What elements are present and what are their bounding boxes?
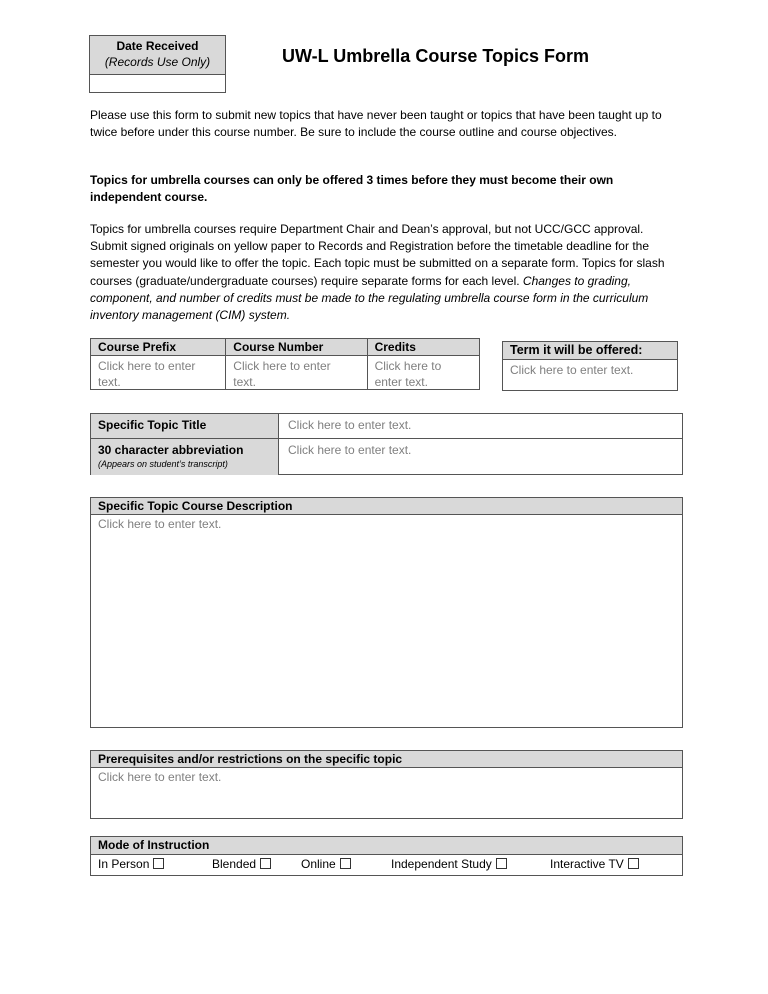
- date-received-title: Date Received: [116, 39, 199, 53]
- mode-option-label: In Person: [98, 857, 150, 871]
- instructions-italic-text: Changes to grading, component, and number of credits must be made to the regulating umbrella course form in the curriculum inventory management (CIM) system.: [90, 273, 649, 323]
- checkbox-icon[interactable]: [340, 858, 351, 869]
- abbreviation-field[interactable]: Click here to enter text.: [288, 443, 412, 457]
- mode-option-label: Interactive TV: [550, 857, 624, 871]
- intro-paragraph: Please use this form to submit new topics that have never been taught or topics that have been taught up to twice before under this course number. Be sure to include the course outline and course objectives.: [90, 108, 662, 140]
- credits-label: Credits: [368, 339, 479, 356]
- mode-option-interactive-tv[interactable]: [550, 856, 639, 872]
- mode-option-independent-study[interactable]: [391, 856, 507, 872]
- instructions-text: Topics for umbrella courses require Department Chair and Dean’s approval, but not UCC/GCC approval. Submit signed originals on yellow paper to Records and Registration before the timetable deadline for the semester you would like to offer the topic. Each topic must be submitted on a separate form. Topics for slash courses (graduate/undergraduate courses) require separate forms for each level.: [90, 222, 665, 288]
- topic-title-table: [90, 413, 683, 475]
- course-description-section: [90, 497, 683, 728]
- mode-option-in-person[interactable]: [98, 856, 164, 872]
- course-prefix-field[interactable]: Click here to enter text.: [98, 359, 196, 389]
- abbreviation-note: (Appears on student’s transcript): [98, 459, 228, 469]
- prerequisites-field[interactable]: Click here to enter text.: [98, 770, 222, 784]
- mode-option-label: Blended: [212, 857, 257, 871]
- credits-field[interactable]: Click here to enter text.: [374, 359, 442, 389]
- date-received-header: [90, 36, 225, 75]
- course-description-field[interactable]: Click here to enter text.: [98, 517, 222, 531]
- course-number-column: [226, 339, 367, 389]
- topic-title-row: [91, 414, 682, 439]
- mode-option-label: Online: [301, 857, 336, 871]
- topic-title-label: Specific Topic Title: [91, 414, 279, 438]
- warning-paragraph: Topics for umbrella courses can only be offered 3 times before they must become their own independent course.: [90, 173, 614, 205]
- checkbox-icon[interactable]: [628, 858, 639, 869]
- prerequisites-label: Prerequisites and/or restrictions on the specific topic: [91, 751, 682, 768]
- mode-of-instruction-section: [90, 836, 683, 876]
- date-received-box: [89, 35, 226, 93]
- term-offered-field[interactable]: Click here to enter text.: [510, 363, 634, 377]
- credits-column: [368, 339, 479, 389]
- checkbox-icon[interactable]: [496, 858, 507, 869]
- course-prefix-column: [91, 339, 226, 389]
- term-offered-box: [502, 341, 678, 391]
- course-description-label: Specific Topic Course Description: [91, 498, 682, 515]
- instructions-paragraph: [90, 221, 680, 324]
- course-number-label: Course Number: [226, 339, 366, 356]
- term-offered-label: Term it will be offered:: [503, 342, 677, 360]
- abbreviation-row: [91, 439, 682, 475]
- checkbox-icon[interactable]: [260, 858, 271, 869]
- prerequisites-section: [90, 750, 683, 819]
- date-received-subtitle: (Records Use Only): [104, 55, 211, 69]
- abbreviation-label: 30 character abbreviation: [98, 443, 244, 457]
- mode-of-instruction-label: Mode of Instruction: [91, 837, 682, 855]
- course-info-table: [90, 338, 480, 390]
- course-number-field[interactable]: Click here to enter text.: [233, 359, 331, 389]
- abbreviation-label-cell: [91, 439, 279, 475]
- mode-option-label: Independent Study: [391, 857, 492, 871]
- mode-option-online[interactable]: [301, 856, 351, 872]
- mode-option-blended[interactable]: [212, 856, 271, 872]
- topic-title-field[interactable]: Click here to enter text.: [288, 418, 412, 432]
- form-title: UW-L Umbrella Course Topics Form: [282, 46, 590, 66]
- checkbox-icon[interactable]: [153, 858, 164, 869]
- course-prefix-label: Course Prefix: [91, 339, 225, 356]
